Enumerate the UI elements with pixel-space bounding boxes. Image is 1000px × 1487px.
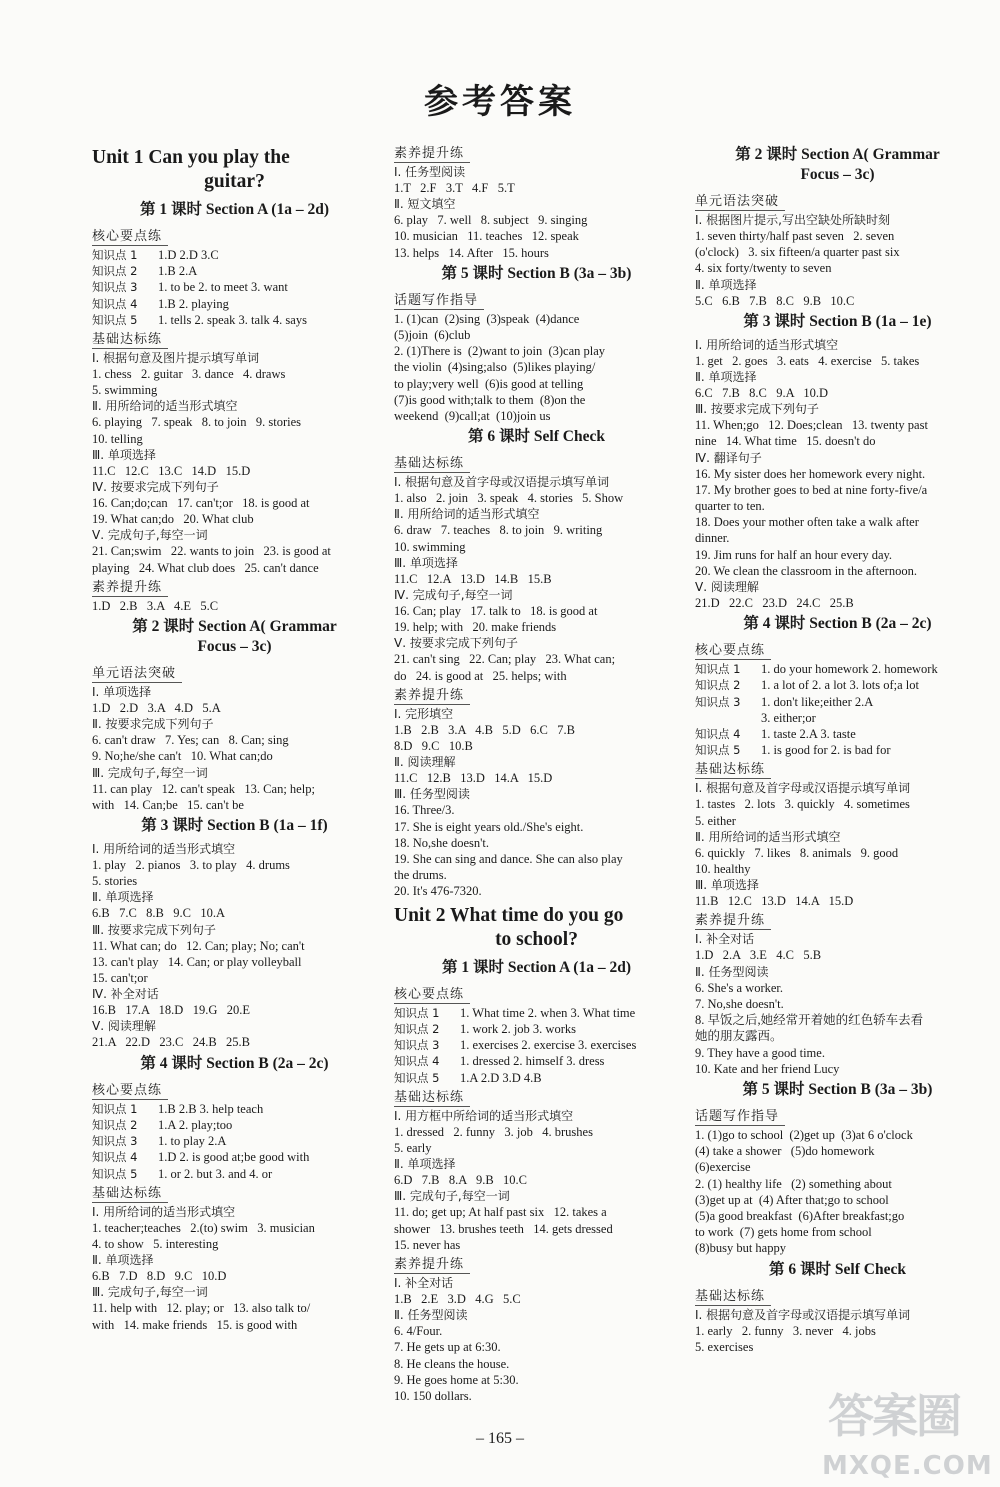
knowledge-point-answer: 1.D 2. is good at;be good with [158,1150,310,1165]
section-label: 素养提升练 [394,1256,470,1274]
answer-lines [92,841,377,1051]
answer-line: 1.D 2.B 3.A 4.E 5.C [92,598,219,613]
unit-heading [92,146,377,194]
answer-line: 11. When;go 12. Does;clean 13. twenty past [695,418,928,433]
answer-line: Ⅱ. 按要求完成下列句子 [92,717,214,732]
page-title: 参考答案 [424,82,576,122]
answer-line: 11. help with 12. play; or 13. also talk to/ [92,1301,311,1316]
answer-line: 4. six forty/twenty to seven [695,261,832,276]
section-label: 素养提升练 [394,145,470,163]
answer-line: Ⅴ. 阅读理解 [695,580,759,595]
answer-line: playing 24. What club does 25. can't dance [92,560,319,575]
answer-line: Ⅰ. 用所给词的适当形式填空 [92,1204,236,1219]
answer-line: 6. playing 7. speak 8. to join 9. stories [92,415,302,430]
answer-line: 1. tastes 2. lots 3. quickly 4. sometimes [695,797,910,812]
knowledge-point-answer: 1. is good for 2. is bad for [761,743,891,758]
answer-line: 2. (1) healthy life (2) something about [695,1176,892,1191]
answer-line: 6.D 7.B 8.A 9.B 10.C [394,1173,528,1188]
knowledge-point-row [394,1053,679,1069]
answer-line: the violin (4)sing;also (5)likes playing/ [394,360,596,375]
answer-line: 13. can't play 14. Can; or play volleyball [92,954,302,969]
answer-line: weekend (9)call;at (10)join us [394,409,551,424]
answer-line: Ⅱ. 单项选择 [695,370,757,385]
lesson-heading: 第 4 课时 Section B (2a – 2c) [743,615,932,633]
answer-line: Ⅰ. 用方框中所给词的适当形式填空 [394,1108,574,1123]
answer-line: 1. seven thirty/half past seven 2. seven [695,229,895,243]
answer-line: 1. teacher;teaches 2.(to) swim 3. musician [92,1220,315,1235]
knowledge-point-label: 知识点 2 [92,264,138,279]
answer-lines [695,337,980,611]
answer-line: Ⅱ. 单项选择 [394,1157,456,1172]
knowledge-point-label: 知识点 3 [92,1134,138,1149]
answer-column-3 [695,142,980,1355]
knowledge-point-label [695,710,761,726]
answer-line: Ⅳ. 翻译句子 [695,450,762,465]
knowledge-point-answer: 1.B 2.B 3. help teach [158,1101,264,1116]
knowledge-point-answer: 1. to play 2.A [158,1134,227,1149]
answer-line: 16. Can;do;can 17. can't;or 18. is good at [92,496,310,511]
answer-line: to play;very well (6)is good at telling [394,376,584,391]
answer-line: Ⅰ. 完形填空 [394,706,454,721]
answer-line: Ⅰ. 根据句意及首字母或汉语提示填写单词 [394,475,610,490]
answer-line: 1. (1)can (2)sing (3)speak (4)dance [394,311,580,326]
knowledge-point-label: 知识点 4 [92,1150,138,1165]
knowledge-point-answer: 1.A 2.D 3.D 4.B [460,1070,542,1085]
answer-line: 5. swimming [92,383,158,398]
answer-line: 20. It's 476-7320. [394,884,482,899]
answer-line: Ⅱ. 单项选择 [695,277,757,292]
knowledge-point-row [695,710,980,726]
knowledge-point-list [695,661,980,758]
answer-line: 1. also 2. join 3. speak 4. stories 5. Show [394,491,624,506]
answer-line: 19. What can;do 20. What club [92,512,254,527]
answer-line: Ⅲ. 完成句子,每空一词 [92,1285,208,1300]
unit-title-line2: to school? [495,928,578,950]
answer-line: 15. can't;or [92,971,148,986]
knowledge-point-answer: 1. exercises 2. exercise 3. exercises [460,1038,637,1053]
knowledge-point-label: 知识点 2 [695,678,741,693]
section-label: 基础达标练 [394,455,470,473]
answer-line: the drums. [394,868,447,883]
answer-line: 11. do; get up; At half past six 12. takes a [394,1205,607,1220]
answer-lines [394,1108,679,1253]
knowledge-point-row [394,1021,679,1037]
answer-line: 7. No,she doesn't. [695,996,784,1011]
knowledge-point-label: 知识点 5 [92,312,138,327]
answer-line: 11.B 12.C 13.D 14.A 15.D [695,894,854,909]
knowledge-point-list [92,247,377,328]
answer-line: Ⅳ. 按要求完成下列句子 [92,480,219,495]
answer-line: 16. Can; play 17. talk to 18. is good at [394,604,598,619]
answer-line: Ⅰ. 根据句意及首字母或汉语提示填写单词 [695,781,911,796]
answer-line: 21.D 22.C 23.D 24.C 25.B [695,596,854,611]
answer-line: do 24. is good at 25. helps; with [394,668,567,683]
knowledge-point-row [92,263,377,279]
section-label: 基础达标练 [92,331,168,349]
knowledge-point-label: 知识点 4 [695,727,741,742]
answer-line: 10. Kate and her friend Lucy [695,1061,840,1076]
knowledge-point-answer: 1. a lot of 2. a lot 3. lots of;a lot [761,678,919,693]
knowledge-point-row [92,1166,377,1182]
knowledge-point-row [695,677,980,693]
knowledge-point-row [92,1133,377,1149]
knowledge-point-row [695,742,980,758]
answer-line: Ⅲ. 完成句子,每空一词 [394,1189,510,1204]
answer-line: Ⅱ. 阅读理解 [394,755,456,770]
answer-line: 19. Jim runs for half an hour every day. [695,547,893,562]
answer-line: 9. No;he/she can't 10. What can;do [92,749,273,764]
unit-heading [394,904,679,952]
answer-line: 1.B 2.E 3.D 4.G 5.C [394,1291,521,1306]
answer-line: with 14. make friends 15. is good with [92,1317,298,1332]
answer-line: 11.C 12.C 13.C 14.D 15.D [92,463,251,478]
answer-line: Ⅰ. 根据句意及图片提示填写单词 [92,351,260,366]
knowledge-point-row [394,1005,679,1021]
answer-line: 10. telling [92,431,143,446]
knowledge-point-label: 知识点 2 [92,1117,138,1132]
knowledge-point-row [92,296,377,312]
answer-line: 17. My brother goes to bed at nine forty-five/a [695,482,928,497]
lesson-heading: 第 3 课时 Section B (1a – 1f) [141,817,328,835]
answer-line: 11. can play 12. can't speak 13. Can; help; [92,781,315,796]
answer-lines [92,684,377,813]
knowledge-point-label: 知识点 4 [394,1054,440,1069]
answer-line: 18. Does your mother often take a walk after [695,515,919,530]
answer-line: (8)busy but happy [695,1241,786,1256]
knowledge-point-row [695,661,980,677]
answer-line: 7. He gets up at 6:30. [394,1340,501,1355]
answer-line: quarter to ten. [695,499,765,514]
answer-lines [92,350,377,576]
answer-lines [394,706,679,900]
unit-title-line1: Unit 1 Can you play the [92,147,290,168]
section-label: 基础达标练 [695,761,771,779]
answer-line: 1.D 2.A 3.E 4.C 5.B [695,948,822,963]
answer-line: Ⅰ. 补全对话 [695,932,755,947]
answer-line: (5)a good breakfast (6)After breakfast;go [695,1208,905,1223]
answer-line: Ⅳ. 补全对话 [92,987,159,1002]
knowledge-point-label: 知识点 1 [92,248,138,262]
answer-line: 6. quickly 7. likes 8. animals 9. good [695,845,899,860]
knowledge-point-row [92,279,377,295]
answer-line: Ⅴ. 阅读理解 [92,1019,156,1034]
answer-line: 10. musician 11. teaches 12. speak [394,229,579,244]
answer-line: 6. play 7. well 8. subject 9. singing [394,213,588,228]
answer-line: 21.A 22.D 23.C 24.B 25.B [92,1035,251,1050]
answer-line: Ⅱ. 任务型阅读 [394,1308,468,1323]
answer-line: Ⅰ. 任务型阅读 [394,165,466,179]
answer-lines [695,1307,980,1355]
answer-line: dinner. [695,531,730,546]
knowledge-point-row [92,247,377,263]
section-label: 单元语法突破 [695,193,785,211]
answer-line: 10. healthy [695,862,751,877]
answer-line: Ⅲ. 单项选择 [92,447,156,462]
knowledge-point-label: 知识点 3 [695,694,741,709]
answer-line: 19. help; with 20. make friends [394,620,557,635]
answer-line: 5.C 6.B 7.B 8.C 9.B 10.C [695,293,855,308]
answer-line: shower 13. brushes teeth 14. gets dressed [394,1221,613,1236]
knowledge-point-label: 知识点 3 [394,1038,440,1053]
answer-line: to work (7) gets home from school [695,1225,872,1240]
knowledge-point-label: 知识点 2 [394,1021,440,1036]
section-label: 核心要点练 [92,228,168,246]
answer-line: 6. can't draw 7. Yes; can 8. Can; sing [92,733,289,748]
answer-line: 1. dressed 2. funny 3. job 4. brushes [394,1124,593,1139]
knowledge-point-label: 知识点 1 [695,662,741,677]
answer-line: Ⅲ. 按要求完成下列句子 [92,922,216,937]
answer-line: 15. never has [394,1237,461,1252]
answer-line: Ⅰ. 根据图片提示,写出空缺处所缺时刻 [695,213,890,227]
knowledge-point-row [394,1070,679,1086]
answer-line: Ⅴ. 按要求完成下列句子 [394,636,518,651]
answer-line: Ⅱ. 用所给词的适当形式填空 [695,829,841,844]
answer-line: 5. stories [92,874,138,889]
answer-line: 4. to show 5. interesting [92,1236,219,1251]
section-label: 素养提升练 [394,687,470,705]
answer-line: Ⅲ. 单项选择 [695,878,759,893]
answer-line: 1.T 2.F 3.T 4.F 5.T [394,181,515,195]
answer-line: 8. 早饭之后,她经常开着她的红色轿车去看 [695,1013,924,1028]
answer-line: Ⅰ. 用所给词的适当形式填空 [92,842,236,857]
answer-line: 1. play 2. pianos 3. to play 4. drums [92,858,290,873]
section-label: 话题写作指导 [695,1108,785,1126]
answer-column-1 [92,142,377,1333]
answer-line: (3)get up at (4) After that;go to school [695,1192,889,1207]
lesson-title-line2: Focus – 3c) [197,638,272,656]
answer-line: 16. Three/3. [394,803,455,818]
knowledge-point-row [695,726,980,742]
answer-line: (7)is good with;talk to them (8)on the [394,392,586,407]
knowledge-point-label: 知识点 5 [394,1070,440,1085]
answer-line: 21. Can;swim 22. wants to join 23. is good at [92,544,331,559]
knowledge-point-answer: 1. or 2. but 3. and 4. or [158,1166,273,1181]
answer-lines [394,164,679,261]
section-label: 基础达标练 [92,1185,168,1203]
answer-line: 11.C 12.A 13.D 14.B 15.B [394,571,552,586]
answer-line: Ⅲ. 任务型阅读 [394,787,470,802]
answer-line: 1.D 2.D 3.A 4.D 5.A [92,701,221,716]
answer-line: 6.B 7.C 8.B 9.C 10.A [92,906,226,921]
answer-line: Ⅳ. 完成句子,每空一词 [394,588,513,603]
lesson-title-line2: Focus – 3c) [800,166,875,183]
answer-lines [394,1275,679,1404]
answer-line: 6.B 7.D 8.D 9.C 10.D [92,1269,227,1284]
answer-line: 6. 4/Four. [394,1324,443,1339]
knowledge-point-list [394,1005,679,1086]
lesson-heading: 第 4 课时 Section B (2a – 2c) [140,1054,329,1072]
answer-line: with 14. Can;be 15. can't be [92,797,244,812]
answer-line: 11.C 12.B 13.D 14.A 15.D [394,771,553,786]
section-label: 话题写作指导 [394,292,484,310]
answer-line: 1. (1)go to school (2)get up (3)at 6 o'clock [695,1127,913,1142]
knowledge-point-answer: 1.B 2.A [158,264,198,279]
answer-line: 1. early 2. funny 3. never 4. jobs [695,1323,876,1338]
answer-line: 10. swimming [394,539,466,554]
answer-line: (o'clock) 3. six fifteen/a quarter past six [695,245,900,260]
answer-line: 16. My sister does her homework every night. [695,466,926,481]
answer-line: 18. No,she doesn't. [394,835,489,850]
answer-line: Ⅰ. 用所给词的适当形式填空 [695,337,839,352]
answer-line: 1.B 2.B 3.A 4.B 5.D 6.C 7.B [394,722,575,737]
lesson-heading: 第 1 课时 Section A (1a – 2d) [441,958,632,976]
knowledge-point-answer: 1. What time 2. when 3. What time [460,1005,636,1020]
knowledge-point-label: 知识点 1 [394,1005,440,1020]
knowledge-point-list [92,1101,377,1182]
answer-line: (6)exercise [695,1160,751,1175]
knowledge-point-answer: 3. either;or [761,710,816,725]
lesson-heading [695,145,980,185]
answer-line: 19. She can sing and dance. She can also play [394,852,623,867]
answer-lines [695,931,980,1076]
page-number: – 165 – [476,1430,524,1447]
unit-title-line2: guitar? [204,171,265,192]
answer-line: Ⅱ. 用所给词的适当形式填空 [92,399,238,414]
answer-line: Ⅱ. 任务型阅读 [695,964,769,979]
answer-line: Ⅴ. 完成句子,每空一词 [92,528,208,543]
lesson-heading [92,617,377,657]
lesson-title-line1: 第 2 课时 Section A( Grammar [735,146,940,163]
answer-lines [695,212,980,309]
knowledge-point-row [394,1037,679,1053]
answer-line: 1. get 2. goes 3. eats 4. exercise 5. takes [695,353,920,368]
knowledge-point-label: 知识点 5 [92,1166,138,1181]
lesson-heading: 第 5 课时 Section B (3a – 3b) [441,264,632,282]
section-label: 核心要点练 [92,1082,168,1100]
knowledge-point-answer: 1. to be 2. to meet 3. want [158,280,288,295]
knowledge-point-answer: 1.A 2. play;too [158,1117,233,1132]
lesson-heading: 第 6 课时 Self Check [468,428,605,446]
lesson-heading: 第 6 课时 Self Check [769,1260,906,1278]
knowledge-point-row [92,1101,377,1117]
knowledge-point-answer: 1. do your homework 2. homework [761,662,938,677]
answer-line: 11. What can; do 12. Can; play; No; can't [92,938,305,953]
knowledge-point-label: 知识点 5 [695,743,741,758]
answer-line: Ⅱ. 用所给词的适当形式填空 [394,507,540,522]
knowledge-point-row [695,694,980,710]
answer-line: Ⅲ. 完成句子,每空一词 [92,765,208,780]
answer-lines [695,780,980,909]
knowledge-point-answer: 1. don't like;either 2.A [761,694,874,709]
lesson-heading: 第 5 课时 Section B (3a – 3b) [742,1080,933,1098]
answer-line: nine 14. What time 15. doesn't do [695,434,876,449]
knowledge-point-row [92,1149,377,1165]
section-label: 核心要点练 [695,642,771,660]
answer-line: 9. They have a good time. [695,1045,825,1060]
answer-line: 8. He cleans the house. [394,1356,510,1371]
knowledge-point-row [92,1117,377,1133]
answer-lines [92,1204,377,1333]
section-label: 基础达标练 [695,1288,771,1306]
knowledge-point-label: 知识点 1 [92,1101,138,1116]
answer-line: 16.B 17.A 18.D 19.G 20.E [92,1003,250,1018]
knowledge-point-row [92,312,377,328]
answer-line: Ⅱ. 单项选择 [92,1253,154,1268]
answer-line: 6.C 7.B 8.C 9.A 10.D [695,386,829,401]
knowledge-point-answer: 1. taste 2.A 3. taste [761,727,856,742]
section-label: 基础达标练 [394,1089,470,1107]
answer-line: 8.D 9.C 10.B [394,739,473,754]
section-label: 素养提升练 [92,579,168,597]
answer-lines [394,474,679,684]
answer-line: Ⅲ. 按要求完成下列句子 [695,402,819,417]
answer-line: (5)join (6)club [394,328,471,343]
answer-line: 13. helps 14. After 15. hours [394,245,549,260]
section-label: 素养提升练 [695,912,771,930]
answer-lines [92,598,377,614]
answer-line: 2. (1)There is (2)want to join (3)can play [394,344,606,359]
watermark-logo [822,1376,992,1481]
answer-line: 5. exercises [695,1339,754,1354]
knowledge-point-answer: 1. work 2. job 3. works [460,1021,576,1036]
lesson-heading: 第 3 课时 Section B (1a – 1e) [743,312,932,330]
answer-line: Ⅲ. 单项选择 [394,555,458,570]
knowledge-point-answer: 1. dressed 2. himself 3. dress [460,1054,605,1069]
answer-lines [394,311,679,424]
knowledge-point-answer: 1. tells 2. speak 3. talk 4. says [158,312,307,327]
watermark-site-text: MXQE.COM [822,1451,993,1481]
answer-line: 她的朋友露西。 [695,1029,783,1044]
watermark-logo-text: 答案圈 [828,1389,960,1443]
answer-line: Ⅰ. 单项选择 [92,685,152,700]
answer-line: Ⅰ. 根据句意及首字母或汉语提示填写单词 [695,1307,911,1322]
answer-line: 1. chess 2. guitar 3. dance 4. draws [92,367,286,382]
answer-line: 5. either [695,813,736,828]
knowledge-point-label: 知识点 4 [92,296,138,311]
section-label: 核心要点练 [394,986,470,1004]
lesson-heading: 第 1 课时 Section A (1a – 2d) [139,201,330,218]
unit-title-line1: Unit 2 What time do you go [394,904,624,926]
answer-line: Ⅱ. 单项选择 [92,890,154,905]
answer-line: 20. We clean the classroom in the afternoon. [695,563,917,578]
answer-line: 5. early [394,1140,432,1155]
answer-lines [695,1127,980,1257]
answer-line: 21. can't sing 22. Can; play 23. What can; [394,652,616,667]
answer-line: 6. draw 7. teaches 8. to join 9. writing [394,523,603,538]
answer-line: (4) take a shower (5)do homework [695,1144,875,1159]
knowledge-point-answer: 1.B 2. playing [158,296,229,311]
answer-line: 17. She is eight years old./She's eight. [394,819,584,834]
knowledge-point-answer: 1.D 2.D 3.C [158,248,219,262]
answer-line: Ⅱ. 短文填空 [394,197,456,212]
answer-line: 10. 150 dollars. [394,1388,472,1403]
answer-column-2 [394,142,679,1404]
answer-line: 9. He goes home at 5:30. [394,1372,519,1387]
answer-line: Ⅰ. 补全对话 [394,1275,454,1290]
knowledge-point-label: 知识点 3 [92,280,138,295]
answer-line: 6. She's a worker. [695,980,784,995]
lesson-title-line1: 第 2 课时 Section A( Grammar [132,618,337,636]
section-label: 单元语法突破 [92,665,182,683]
